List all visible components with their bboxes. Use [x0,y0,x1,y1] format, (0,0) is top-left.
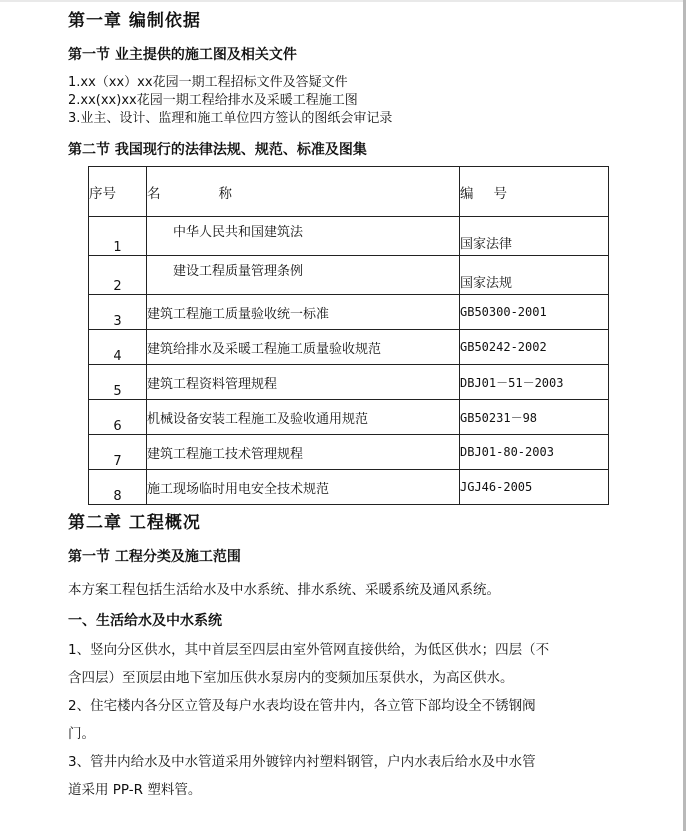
paragraph-2-line-2: 门。 [68,726,95,742]
chapter-2-title: 第二章 工程概况 [68,513,201,533]
table-row [89,470,609,505]
table-header-row [89,167,609,217]
row-name: 施工现场临时用电安全技术规范 [147,470,460,505]
table-row [89,365,609,400]
row-name: 建筑工程资料管理规程 [147,365,460,400]
paragraph-3-line-1: 3、管井内给水及中水管道采用外镀锌内衬塑料钢管，户内水表后给水及中水管 [68,754,536,770]
row-code: DBJ01-80-2003 [460,435,609,470]
table-row [89,330,609,365]
row-name: 建筑工程施工质量验收统一标准 [147,295,460,330]
header-code-char-2: 号 [493,185,507,202]
paragraph-1-line-2: 含四层）至顶层由地下室加压供水泵房内的变频加压泵供水，为高区供水。 [68,670,514,686]
row-code: GB50300-2001 [460,295,609,330]
header-name-char-1: 名 [147,185,161,202]
section-3-title: 第一节 工程分类及施工范围 [68,549,241,565]
intro-paragraph: 本方案工程包括生活给水及中水系统、排水系统、采暖系统及通风系统。 [68,582,500,598]
paragraph-1-line-1: 1、竖向分区供水，其中首层至四层由室外管网直接供给，为低区供水；四层（不 [68,642,550,658]
paragraph-3-line-2: 道采用 PP-R 塑料管。 [68,782,202,798]
section-1-title: 第一节 业主提供的施工图及相关文件 [68,47,297,63]
document-item-3: 3.业主、设计、监理和施工单位四方签认的图纸会审记录 [68,111,393,126]
row-number: 3 [89,295,147,330]
row-number: 4 [89,330,147,365]
document-item-1: 1.xx（xx）xx花园一期工程招标文件及答疑文件 [68,75,348,90]
page-top-edge [0,0,683,2]
row-number: 7 [89,435,147,470]
row-number: 6 [89,400,147,435]
section-2-title: 第二节 我国现行的法律法规、规范、标准及图集 [68,142,367,158]
subsection-1-title: 一、生活给水及中水系统 [68,613,222,629]
row-name: 机械设备安装工程施工及验收通用规范 [147,400,460,435]
row-number: 5 [89,365,147,400]
table-row [89,400,609,435]
row-code: GB50242-2002 [460,330,609,365]
table-row [89,217,609,256]
row-number: 2 [89,256,147,295]
header-code-char-1: 编 [460,185,474,202]
chapter-1-title: 第一章 编制依据 [68,11,201,31]
document-item-2: 2.xx(xx)xx花园一期工程给排水及采暖工程施工图 [68,93,358,108]
row-number: 8 [89,470,147,505]
header-name [147,167,460,217]
row-number: 1 [89,217,147,256]
row-name: 建筑给排水及采暖工程施工质量验收规范 [147,330,460,365]
table-row [89,435,609,470]
header-code [460,167,609,217]
standards-table [88,166,609,505]
row-code: DBJ01－51－2003 [460,365,609,400]
table-row [89,256,609,295]
row-name: 建筑工程施工技术管理规程 [147,435,460,470]
row-code: JGJ46-2005 [460,470,609,505]
document-list [68,74,392,128]
table-row [89,295,609,330]
row-name: 建设工程质量管理条例 [147,256,460,295]
header-number: 序号 [89,167,147,217]
row-name: 中华人民共和国建筑法 [147,217,460,256]
row-code: 国家法规 [460,256,609,295]
header-name-char-2: 称 [218,185,232,202]
row-code: 国家法律 [460,217,609,256]
paragraph-2-line-1: 2、住宅楼内各分区立管及每户水表均设在管井内，各立管下部均设全不锈钢阀 [68,698,536,714]
row-code: GB50231－98 [460,400,609,435]
